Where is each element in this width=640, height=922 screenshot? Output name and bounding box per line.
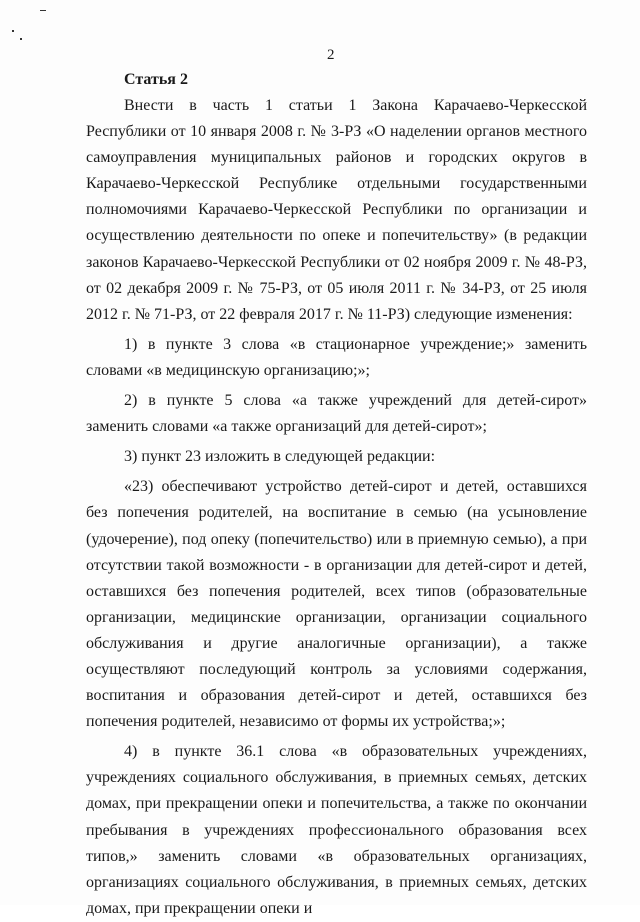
article-body xyxy=(86,67,587,922)
scan-artifact xyxy=(40,10,46,11)
article-heading: Статья 2 xyxy=(124,71,188,88)
amendment-item-3: 3) пункт 23 изложить в следующей редакции: xyxy=(124,448,436,466)
article-intro-paragraph: Внести в часть 1 статьи 1 Закона Карачаево-Черкесской Республики от 10 января 2008 г. № 3-РЗ «О наделении органов местного самоуправления муниципальных районов и городских округов в Карачаево-Черкесской Республике отдельными государственными полномочиями Карачаево-Черкесской Республики по организации и осуществлению деятельности по опеке и попечительству» (в редакции законов Карачаево-Черкесской Республики от 02 ноября 2009 г. № 48-РЗ, от 02 декабря 2009 г. № 75-РЗ, от 05 июля 2011 г. № 34-РЗ, от 25 июля 2012 г. № 71-РЗ, от 22 февраля 2017 г. № 11-РЗ) следующие изменения: xyxy=(86,97,587,323)
scan-artifact xyxy=(20,38,22,40)
scan-artifact xyxy=(12,30,14,32)
amendment-item-4: 4) в пункте 36.1 слова «в образовательных учреждениях, учреждениях социального обслуживания, в приемных семьях, детских домах, при прекращении опеки и попечительства, а также по окончании пребывания в учреждениях профессионального образования всех типов,» заменить словами «в образовательных организациях, организациях социального обслуживания, в приемных семьях, детских домах, при прекращении опеки и xyxy=(86,743,587,917)
page-number: 2 xyxy=(327,47,335,63)
amendment-item-2: 2) в пункте 5 слова «а также учреждений для детей-сирот» заменить словами «а также организаций для детей-сирот»; xyxy=(86,392,587,436)
amendment-item-1: 1) в пункте 3 слова «в стационарное учреждение;» заменить словами «в медицинскую организацию;»; xyxy=(86,335,587,379)
amendment-item-3-text: «23) обеспечивают устройство детей-сирот и детей, оставшихся без попечения родителей, на воспитание в семью (на усыновление (удочерение), под опеку (попечительство) или в приемную семью), а при отсутствии такой возможности - в организации для детей-сирот и детей, оставшихся без попечения родителей, всех типов (образовательные организации, медицинские организации, организации социального обслуживания и другие аналогичные организации), а также осуществляют последующий контроль за условиями содержания, воспитания и образования детей-сирот и детей, оставшихся без попечения родителей, независимо от формы их устройства;»; xyxy=(86,478,587,731)
